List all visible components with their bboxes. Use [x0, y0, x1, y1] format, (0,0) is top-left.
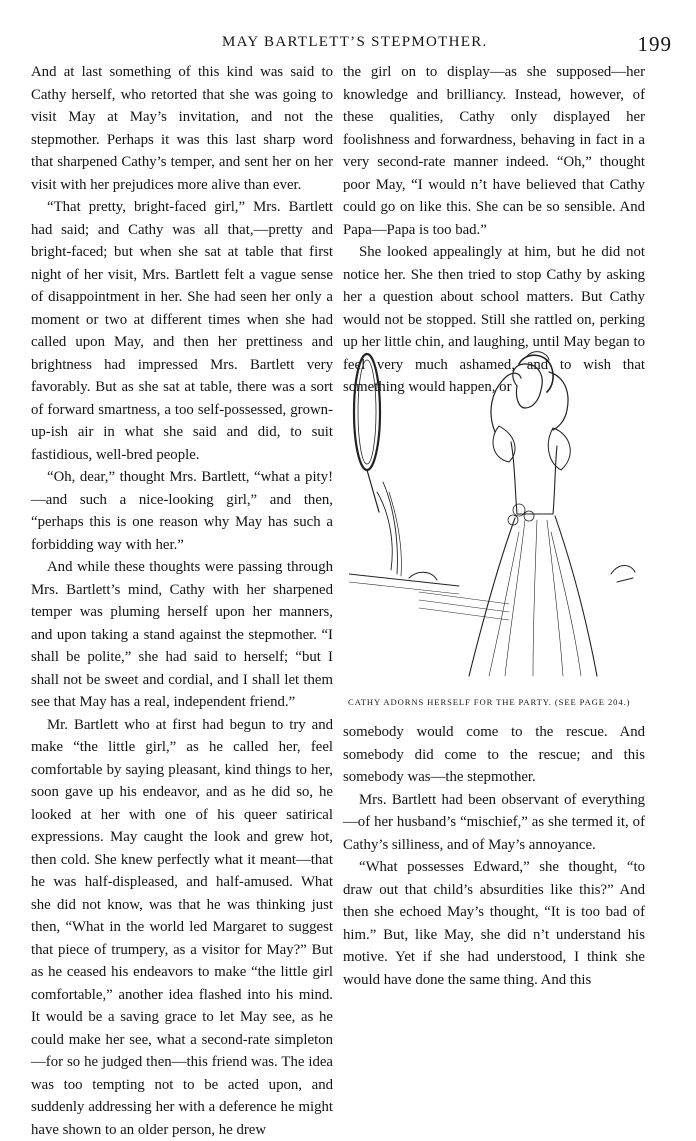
running-title: MAY BARTLETT’S STEPMOTHER. — [222, 34, 488, 51]
girl-at-mirror-drawing — [349, 342, 645, 680]
paragraph: “That pretty, bright-faced girl,” Mrs. Bartlett had said; and Cathy was all that,—pretty and bright-faced; but when she sat at table that first night of her visit, Mrs. Bartlett felt a vague sense of disappointment in her. She had seen her only a moment or two at different times when she had called upon May, and then her prettiness and brightness had impressed Mrs. Bartlett very favorably. But as she sat at table, there was a sort of forward smartness, a too self-possessed, grown-up-ish air in what she said and did, to suit fastidious, well-bred people. — [31, 196, 333, 466]
illustration-caption: CATHY ADORNS HERSELF FOR THE PARTY. (SEE PAGE 204.) — [348, 697, 668, 707]
paragraph: Mr. Bartlett who at first had begun to try and make “the little girl,” as he called her, feel comfortable by saying pleasant, kind things to her, soon gave up his endeavor, and as he did so, he looked at her with one of his queer satirical expressions. May caught the look and grew hot, then cold. She knew perfectly what it meant—that he was half-displeased, and half-amused. What she did not know, was that he was thinking just then, “What in the world led Margaret to suggest that piece of trumpery, as a visitor for May?” But as he ceased his endeavors to make “the little girl comfortable,” another idea flashed into his mind. It would be a saving grace to let May see, as he could make her see, what a second-rate simpleton—for so he judged then—this friend was. The idea was too tempting not to be acted upon, and suddenly addressing her with a deference he might have shown to an older person, he drew — [31, 714, 333, 1141]
paragraph: Mrs. Bartlett had been observant of everything—of her husband’s “mischief,” as she termed it, of Cathy’s silliness, and of May’s annoyance. — [343, 789, 645, 857]
engraving-illustration — [349, 342, 645, 680]
paragraph: somebody would come to the rescue. And somebody did come to the rescue; and this somebody was—the stepmother. — [343, 721, 645, 789]
paragraph: And while these thoughts were passing through Mrs. Bartlett’s mind, Cathy with her sharpened temper was pluming herself upon her manners, and upon taking a stand against the stepmother. “I shall be polite,” she had said to herself; “but I shall not be sweet and cordial, and I shall let them see that May has a real, independent friend.” — [31, 556, 333, 714]
paragraph: “Oh, dear,” thought Mrs. Bartlett, “what a pity!—and such a nice-looking girl,” and then, “perhaps this is one reason why May has such a forbidding way with her.” — [31, 466, 333, 556]
right-column-bottom — [343, 721, 645, 991]
paragraph: She looked appealingly at him, but he did not notice her. She then tried to stop Cathy by asking her a question about school matters. But Cathy would not be stopped. Still she rattled on, perking up her little chin, and laughing, until May began to feel very much ashamed, and to wish that something would happen, or — [343, 241, 645, 399]
page-number: 199 — [638, 32, 673, 57]
paragraph: “What possesses Edward,” she thought, “to draw out that child’s absurdities like this?” And then she echoed May’s thought, “It is too bad of him.” But, like May, she did n’t understand his motive. Yet if she had understood, I think she would have done the same thing. And this — [343, 856, 645, 991]
paragraph: And at last something of this kind was said to Cathy herself, who retorted that she was going to visit May at May’s invitation, and not the stepmother. Perhaps it was this last sharp word that sharpened Cathy’s temper, and sent her on her visit with her prejudices more alive than ever. — [31, 61, 333, 196]
left-column — [31, 61, 333, 1141]
paragraph: the girl on to display—as she supposed—her knowledge and brilliancy. Instead, however, of these qualities, Cathy only displayed her foolishness and forwardness, behaving in fact in a very second-rate manner indeed. “Oh,” thought poor May, “I would n’t have believed that Cathy could go on like this. She can be so sensible. And Papa—Papa is too bad.” — [343, 61, 645, 241]
